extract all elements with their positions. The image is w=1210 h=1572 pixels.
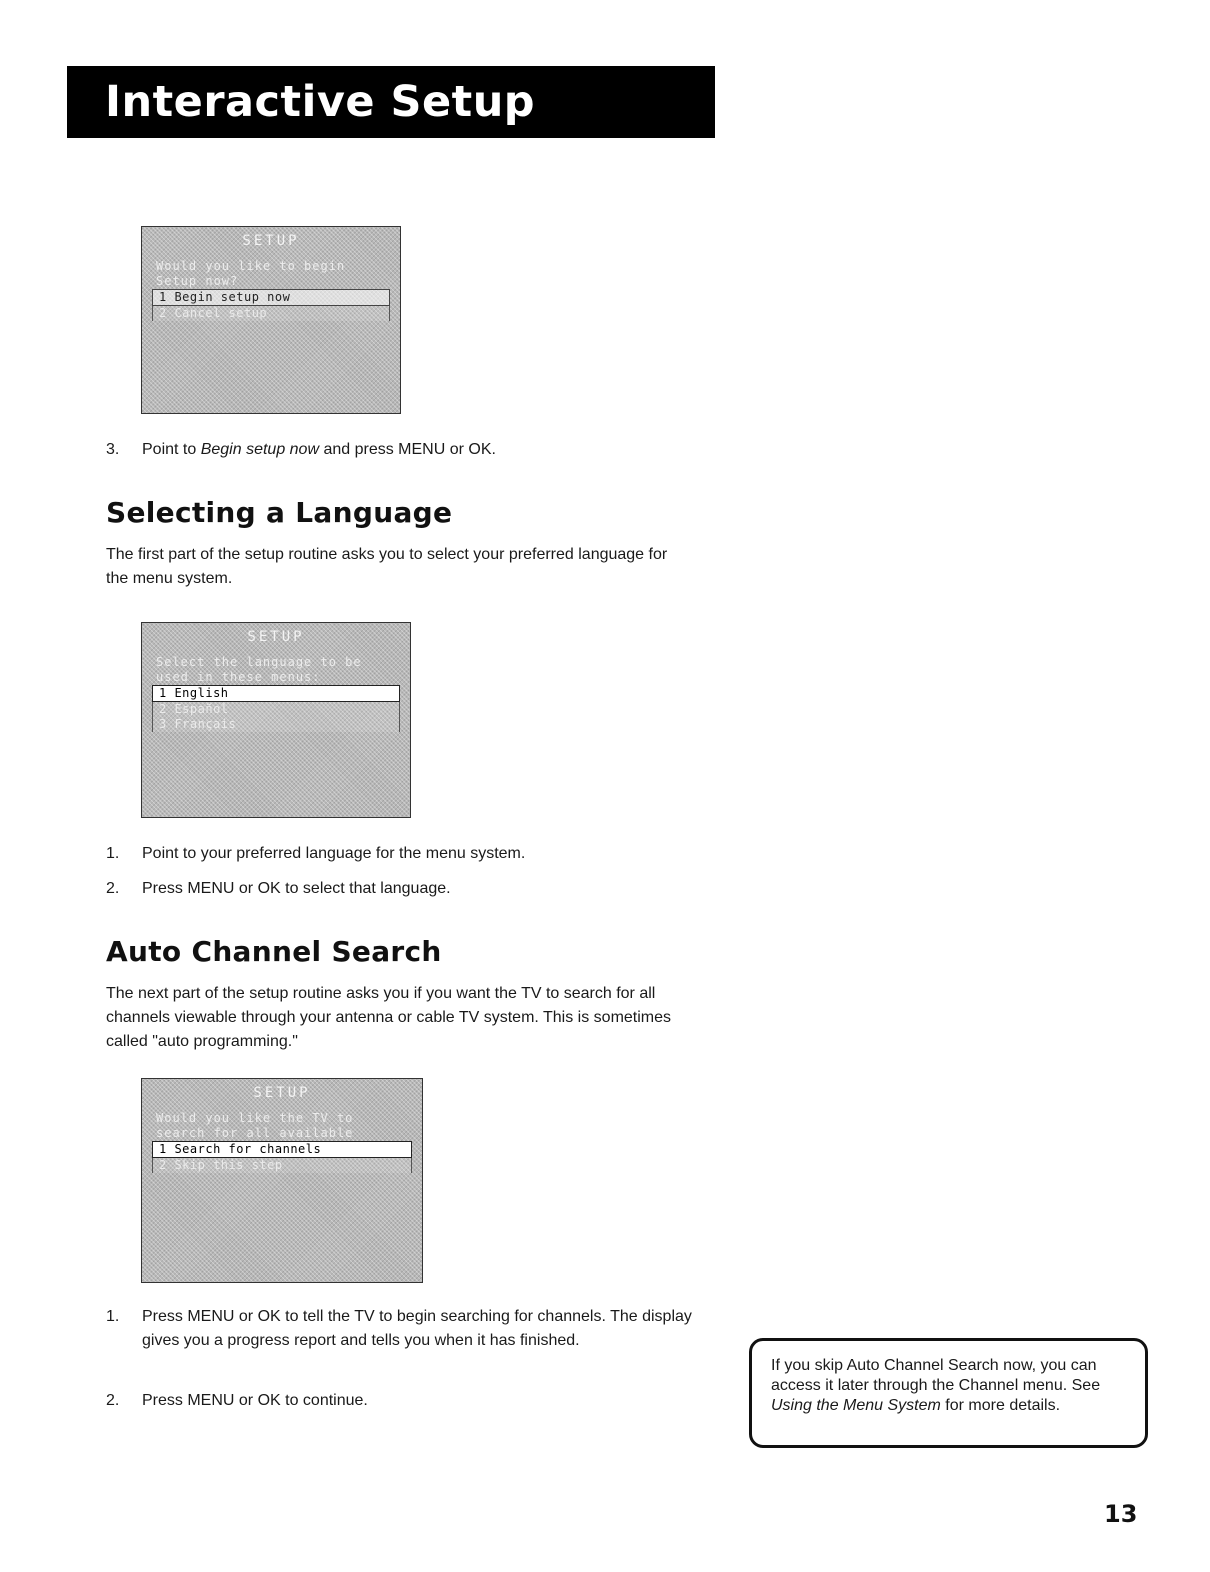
step-text: Point to Begin setup now and press MENU or OK. xyxy=(142,441,496,458)
menu-item-skip-step: 2 Skip this step xyxy=(152,1158,412,1173)
screen-title: SETUP xyxy=(253,1085,311,1101)
step-number: 3. xyxy=(106,441,120,458)
auto-intro: The next part of the setup routine asks you if you want the TV to search for all channels viewable through your antenna or cable TV system. This is sometimes called "auto programming." xyxy=(106,985,672,1050)
setup-screen-channel-search xyxy=(141,1078,423,1283)
menu-item-cancel-setup: 2 Cancel setup xyxy=(152,306,390,321)
screen-prompt: Would you like to begin Setup now? xyxy=(156,259,346,288)
heading-auto-channel-search: Auto Channel Search xyxy=(106,935,442,968)
menu-item-francais: 3 Français xyxy=(152,717,400,732)
screen-prompt: Select the language to be used in these menus: xyxy=(156,655,362,684)
menu-item-begin-setup: 1 Begin setup now xyxy=(152,289,390,306)
menu-item-search-channels: 1 Search for channels xyxy=(152,1141,412,1158)
note-box: If you skip Auto Channel Search now, you can access it later through the Channel menu. See Using the Menu System for more details. xyxy=(749,1338,1148,1448)
menu-item-english: 1 English xyxy=(152,685,400,702)
page-number: 13 xyxy=(1104,1500,1138,1528)
screen-title: SETUP xyxy=(242,233,300,249)
screen-prompt: Would you like the TV to search for all available xyxy=(156,1111,354,1140)
page-title: Interactive Setup xyxy=(67,66,715,138)
heading-selecting-language: Selecting a Language xyxy=(106,496,453,529)
setup-screen-language xyxy=(141,622,411,818)
setup-screen-begin xyxy=(141,226,401,414)
language-intro: The first part of the setup routine asks you to select your preferred language for the menu system. xyxy=(106,546,668,587)
screen-title: SETUP xyxy=(247,629,305,645)
menu-item-espanol: 2 Español xyxy=(152,702,400,717)
